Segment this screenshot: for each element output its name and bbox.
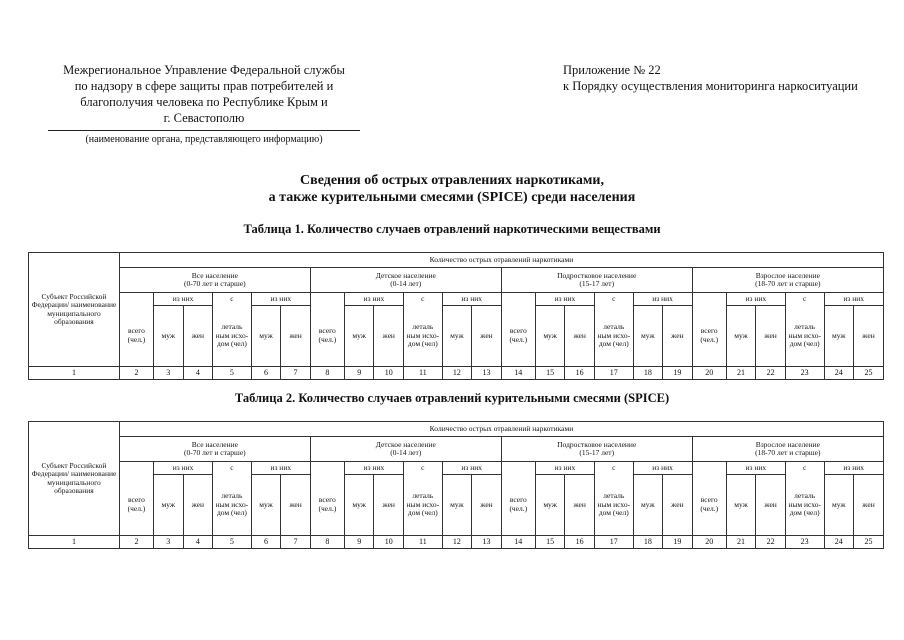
group-age-range: (18-70 лет и старше) xyxy=(755,448,821,457)
group-age-range: (0-14 лет) xyxy=(390,279,422,288)
male-header: муж xyxy=(535,475,565,536)
group-name: Подростковое население xyxy=(557,439,637,449)
org-underline xyxy=(48,130,360,131)
group-name: Подростковое население xyxy=(557,270,637,280)
lethal-header-top: с xyxy=(594,462,633,475)
population-group-header xyxy=(692,437,883,462)
lethal-header-top: с xyxy=(594,293,633,306)
column-number: 8 xyxy=(310,367,344,380)
lethal-outcome-header: леталь ным исхо- дом (чел) xyxy=(213,306,252,367)
column-number: 14 xyxy=(501,536,535,549)
of-them-header: из них xyxy=(824,462,884,475)
column-number: 2 xyxy=(119,367,153,380)
column-number: 3 xyxy=(154,367,184,380)
male-header: муж xyxy=(726,306,756,367)
female-header: жен xyxy=(183,475,213,536)
total-header-top xyxy=(119,462,153,475)
column-number: 14 xyxy=(501,367,535,380)
male-header: муж xyxy=(824,475,854,536)
male-header: муж xyxy=(633,475,663,536)
organization-block xyxy=(48,62,360,126)
female-header: жен xyxy=(854,475,884,536)
total-header-top xyxy=(501,462,535,475)
group-name: Взрослое население xyxy=(755,270,820,280)
female-header: жен xyxy=(854,306,884,367)
female-header: жен xyxy=(565,475,595,536)
male-header: муж xyxy=(344,306,374,367)
female-header: жен xyxy=(374,475,404,536)
lethal-outcome-header: леталь ным исхо- дом (чел) xyxy=(404,475,443,536)
org-line: по надзору в сфере защиты прав потребителей и xyxy=(74,79,334,93)
female-header: жен xyxy=(281,306,311,367)
female-header: жен xyxy=(756,475,786,536)
group-name: Все население xyxy=(191,270,238,280)
total-header: всего (чел.) xyxy=(119,475,153,536)
lethal-outcome-header: леталь ным исхо- дом (чел) xyxy=(785,475,824,536)
column-number: 24 xyxy=(824,536,854,549)
column-number: 19 xyxy=(663,367,693,380)
title-line-2: а также курительными смесями (SPICE) среди населения xyxy=(268,190,636,205)
column-number: 18 xyxy=(633,536,663,549)
male-header: муж xyxy=(154,306,184,367)
total-header-top xyxy=(119,293,153,306)
population-group-header xyxy=(310,437,501,462)
column-number: 23 xyxy=(785,367,824,380)
table-1 xyxy=(28,252,884,380)
lethal-header-top: с xyxy=(785,462,824,475)
column-number: 9 xyxy=(344,536,374,549)
group-age-range: (0-70 лет и старше) xyxy=(184,448,246,457)
of-them-header: из них xyxy=(251,462,310,475)
of-them-header: из них xyxy=(442,293,501,306)
org-caption: (наименование органа, представляющего информацию) xyxy=(85,134,323,145)
column-number: 6 xyxy=(251,536,281,549)
total-header-top xyxy=(692,462,726,475)
female-header: жен xyxy=(663,306,693,367)
lethal-outcome-header: леталь ным исхо- дом (чел) xyxy=(594,306,633,367)
female-header: жен xyxy=(183,306,213,367)
of-them-header: из них xyxy=(442,462,501,475)
column-number: 21 xyxy=(726,367,756,380)
total-header-top xyxy=(310,462,344,475)
org-line: г. Севастополю xyxy=(163,111,245,125)
lethal-outcome-header: леталь ным исхо- дом (чел) xyxy=(594,475,633,536)
group-age-range: (18-70 лет и старше) xyxy=(755,279,821,288)
title-line-1: Сведения об острых отравлениях наркотиками, xyxy=(300,173,604,188)
group-age-range: (0-14 лет) xyxy=(390,448,422,457)
male-header: муж xyxy=(535,306,565,367)
group-name: Детское население xyxy=(375,270,436,280)
female-header: жен xyxy=(663,475,693,536)
column-number: 25 xyxy=(854,367,884,380)
of-them-header: из них xyxy=(535,462,594,475)
population-group-header xyxy=(119,437,310,462)
male-header: муж xyxy=(154,475,184,536)
column-number: 11 xyxy=(404,536,443,549)
of-them-header: из них xyxy=(344,462,403,475)
column-number: 4 xyxy=(183,536,213,549)
female-header: жен xyxy=(472,475,502,536)
male-header: муж xyxy=(633,306,663,367)
group-name: Взрослое население xyxy=(755,439,820,449)
of-them-header: из них xyxy=(633,462,692,475)
subject-header: Субъект Российской Федерации/ наименование муниципального образования xyxy=(29,422,120,536)
lethal-header-top: с xyxy=(213,293,252,306)
column-number: 20 xyxy=(692,536,726,549)
total-header: всего (чел.) xyxy=(692,475,726,536)
subject-header: Субъект Российской Федерации/ наименование муниципального образования xyxy=(29,253,120,367)
table-2-caption: Таблица 2. Количество случаев отравлений курительными смесями (SPICE) xyxy=(234,391,670,405)
column-number: 2 xyxy=(119,536,153,549)
of-them-header: из них xyxy=(154,293,213,306)
column-number: 22 xyxy=(756,536,786,549)
total-header-top xyxy=(501,293,535,306)
female-header: жен xyxy=(472,306,502,367)
group-age-range: (15-17 лет) xyxy=(579,448,615,457)
total-header: всего (чел.) xyxy=(310,306,344,367)
column-number: 11 xyxy=(404,367,443,380)
table-2 xyxy=(28,421,884,549)
total-header: всего (чел.) xyxy=(501,306,535,367)
poisonings-header: Количество острых отравлений наркотиками xyxy=(119,422,883,437)
appendix-reference: к Порядку осуществления мониторинга наркоситуации xyxy=(563,79,858,93)
column-number: 16 xyxy=(565,536,595,549)
column-number: 25 xyxy=(854,536,884,549)
total-header: всего (чел.) xyxy=(310,475,344,536)
column-number: 1 xyxy=(29,367,120,380)
male-header: муж xyxy=(824,306,854,367)
male-header: муж xyxy=(251,475,281,536)
total-header: всего (чел.) xyxy=(501,475,535,536)
column-number: 15 xyxy=(535,367,565,380)
lethal-outcome-header: леталь ным исхо- дом (чел) xyxy=(785,306,824,367)
of-them-header: из них xyxy=(633,293,692,306)
column-number: 1 xyxy=(29,536,120,549)
total-header: всего (чел.) xyxy=(119,306,153,367)
male-header: муж xyxy=(251,306,281,367)
lethal-outcome-header: леталь ным исхо- дом (чел) xyxy=(404,306,443,367)
column-number: 17 xyxy=(594,367,633,380)
column-number: 3 xyxy=(154,536,184,549)
poisonings-header: Количество острых отравлений наркотиками xyxy=(119,253,883,268)
of-them-header: из них xyxy=(726,462,785,475)
appendix-block xyxy=(563,62,893,94)
of-them-header: из них xyxy=(251,293,310,306)
column-number: 5 xyxy=(213,536,252,549)
appendix-number: Приложение № 22 xyxy=(563,63,661,77)
total-header: всего (чел.) xyxy=(692,306,726,367)
population-group-header xyxy=(692,268,883,293)
column-number: 7 xyxy=(281,367,311,380)
column-number: 15 xyxy=(535,536,565,549)
lethal-header-top: с xyxy=(404,293,443,306)
column-number: 21 xyxy=(726,536,756,549)
column-number: 20 xyxy=(692,367,726,380)
total-header-top xyxy=(310,293,344,306)
of-them-header: из них xyxy=(344,293,403,306)
female-header: жен xyxy=(756,306,786,367)
total-header-top xyxy=(692,293,726,306)
male-header: муж xyxy=(442,475,472,536)
lethal-header-top: с xyxy=(785,293,824,306)
org-line: Межрегиональное Управление Федеральной службы xyxy=(63,63,345,77)
male-header: муж xyxy=(726,475,756,536)
document-title xyxy=(0,172,904,206)
of-them-header: из них xyxy=(535,293,594,306)
lethal-header-top: с xyxy=(213,462,252,475)
column-number: 7 xyxy=(281,536,311,549)
of-them-header: из них xyxy=(154,462,213,475)
org-line: благополучия человека по Республике Крым и xyxy=(80,95,328,109)
column-number: 18 xyxy=(633,367,663,380)
population-group-header xyxy=(501,437,692,462)
group-name: Детское население xyxy=(375,439,436,449)
column-number: 23 xyxy=(785,536,824,549)
group-age-range: (0-70 лет и старше) xyxy=(184,279,246,288)
column-number: 9 xyxy=(344,367,374,380)
of-them-header: из них xyxy=(824,293,884,306)
female-header: жен xyxy=(565,306,595,367)
column-number: 10 xyxy=(374,536,404,549)
group-age-range: (15-17 лет) xyxy=(579,279,615,288)
population-group-header xyxy=(501,268,692,293)
column-number: 13 xyxy=(472,536,502,549)
female-header: жен xyxy=(374,306,404,367)
population-group-header xyxy=(310,268,501,293)
column-number: 12 xyxy=(442,367,472,380)
column-number: 8 xyxy=(310,536,344,549)
lethal-outcome-header: леталь ным исхо- дом (чел) xyxy=(213,475,252,536)
column-number: 4 xyxy=(183,367,213,380)
column-number: 13 xyxy=(472,367,502,380)
column-number: 24 xyxy=(824,367,854,380)
table-1-caption: Таблица 1. Количество случаев отравлений наркотическими веществами xyxy=(243,222,661,236)
column-number: 5 xyxy=(213,367,252,380)
population-group-header xyxy=(119,268,310,293)
column-number: 17 xyxy=(594,536,633,549)
group-name: Все население xyxy=(191,439,238,449)
lethal-header-top: с xyxy=(404,462,443,475)
male-header: муж xyxy=(344,475,374,536)
of-them-header: из них xyxy=(726,293,785,306)
column-number: 19 xyxy=(663,536,693,549)
column-number: 22 xyxy=(756,367,786,380)
column-number: 10 xyxy=(374,367,404,380)
column-number: 16 xyxy=(565,367,595,380)
female-header: жен xyxy=(281,475,311,536)
column-number: 6 xyxy=(251,367,281,380)
male-header: муж xyxy=(442,306,472,367)
column-number: 12 xyxy=(442,536,472,549)
